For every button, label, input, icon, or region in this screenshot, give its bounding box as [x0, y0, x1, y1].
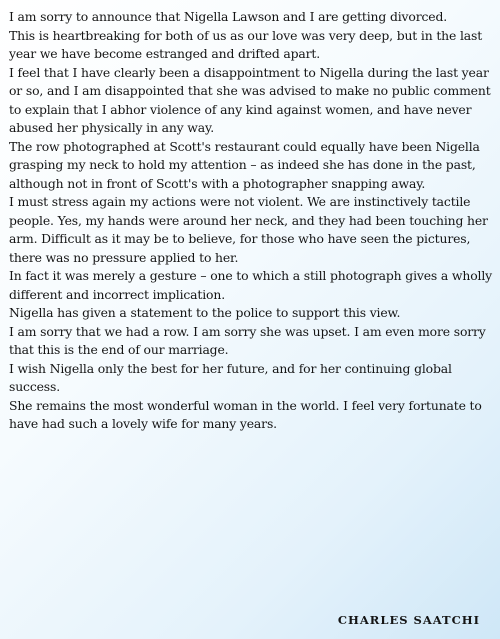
statement-body	[9, 8, 492, 434]
signature: CHARLES SAATCHI	[337, 613, 480, 627]
statement-paragraph: I wish Nigella only the best for her future, and for her continuing global success.	[9, 360, 452, 394]
statement-paragraph: I am sorry to announce that Nigella Lawson and I are getting divorced.	[9, 9, 448, 24]
statement-paragraph: I am sorry that we had a row. I am sorry she was upset. I am even more sorry that this is the end of our marriage.	[9, 323, 486, 357]
statement-paragraph: This is heartbreaking for both of us as our love was very deep, but in the last year we have become estranged and drifted apart.	[9, 27, 483, 61]
statement-paragraph: Nigella has given a statement to the police to support this view.	[9, 305, 401, 320]
statement-paragraph: In fact it was merely a gesture – one to which a still photograph gives a wholly different and incorrect implication.	[9, 268, 493, 302]
statement-paragraph: The row photographed at Scott's restaurant could equally have been Nigella grasping my neck to hold my attention – as indeed she has done in the past, although not in front of Scott's with a photographer snapping away.	[9, 138, 480, 191]
statement-paragraph: I feel that I have clearly been a disappointment to Nigella during the last year or so, and I am disappointed that she was advised to make no public comment to explain that I abhor violence of any kind against women, and have never abused her physically in any way.	[9, 64, 491, 135]
statement-paragraph: I must stress again my actions were not violent. We are instinctively tactile people. Yes, my hands were around her neck, and they had been touching her arm. Difficult as it may be to believe, for those who have seen the pictures, there was no pressure applied to her.	[9, 194, 488, 265]
statement-paragraph: She remains the most wonderful woman in the world. I feel very fortunate to have had such a lovely wife for many years.	[9, 397, 482, 431]
